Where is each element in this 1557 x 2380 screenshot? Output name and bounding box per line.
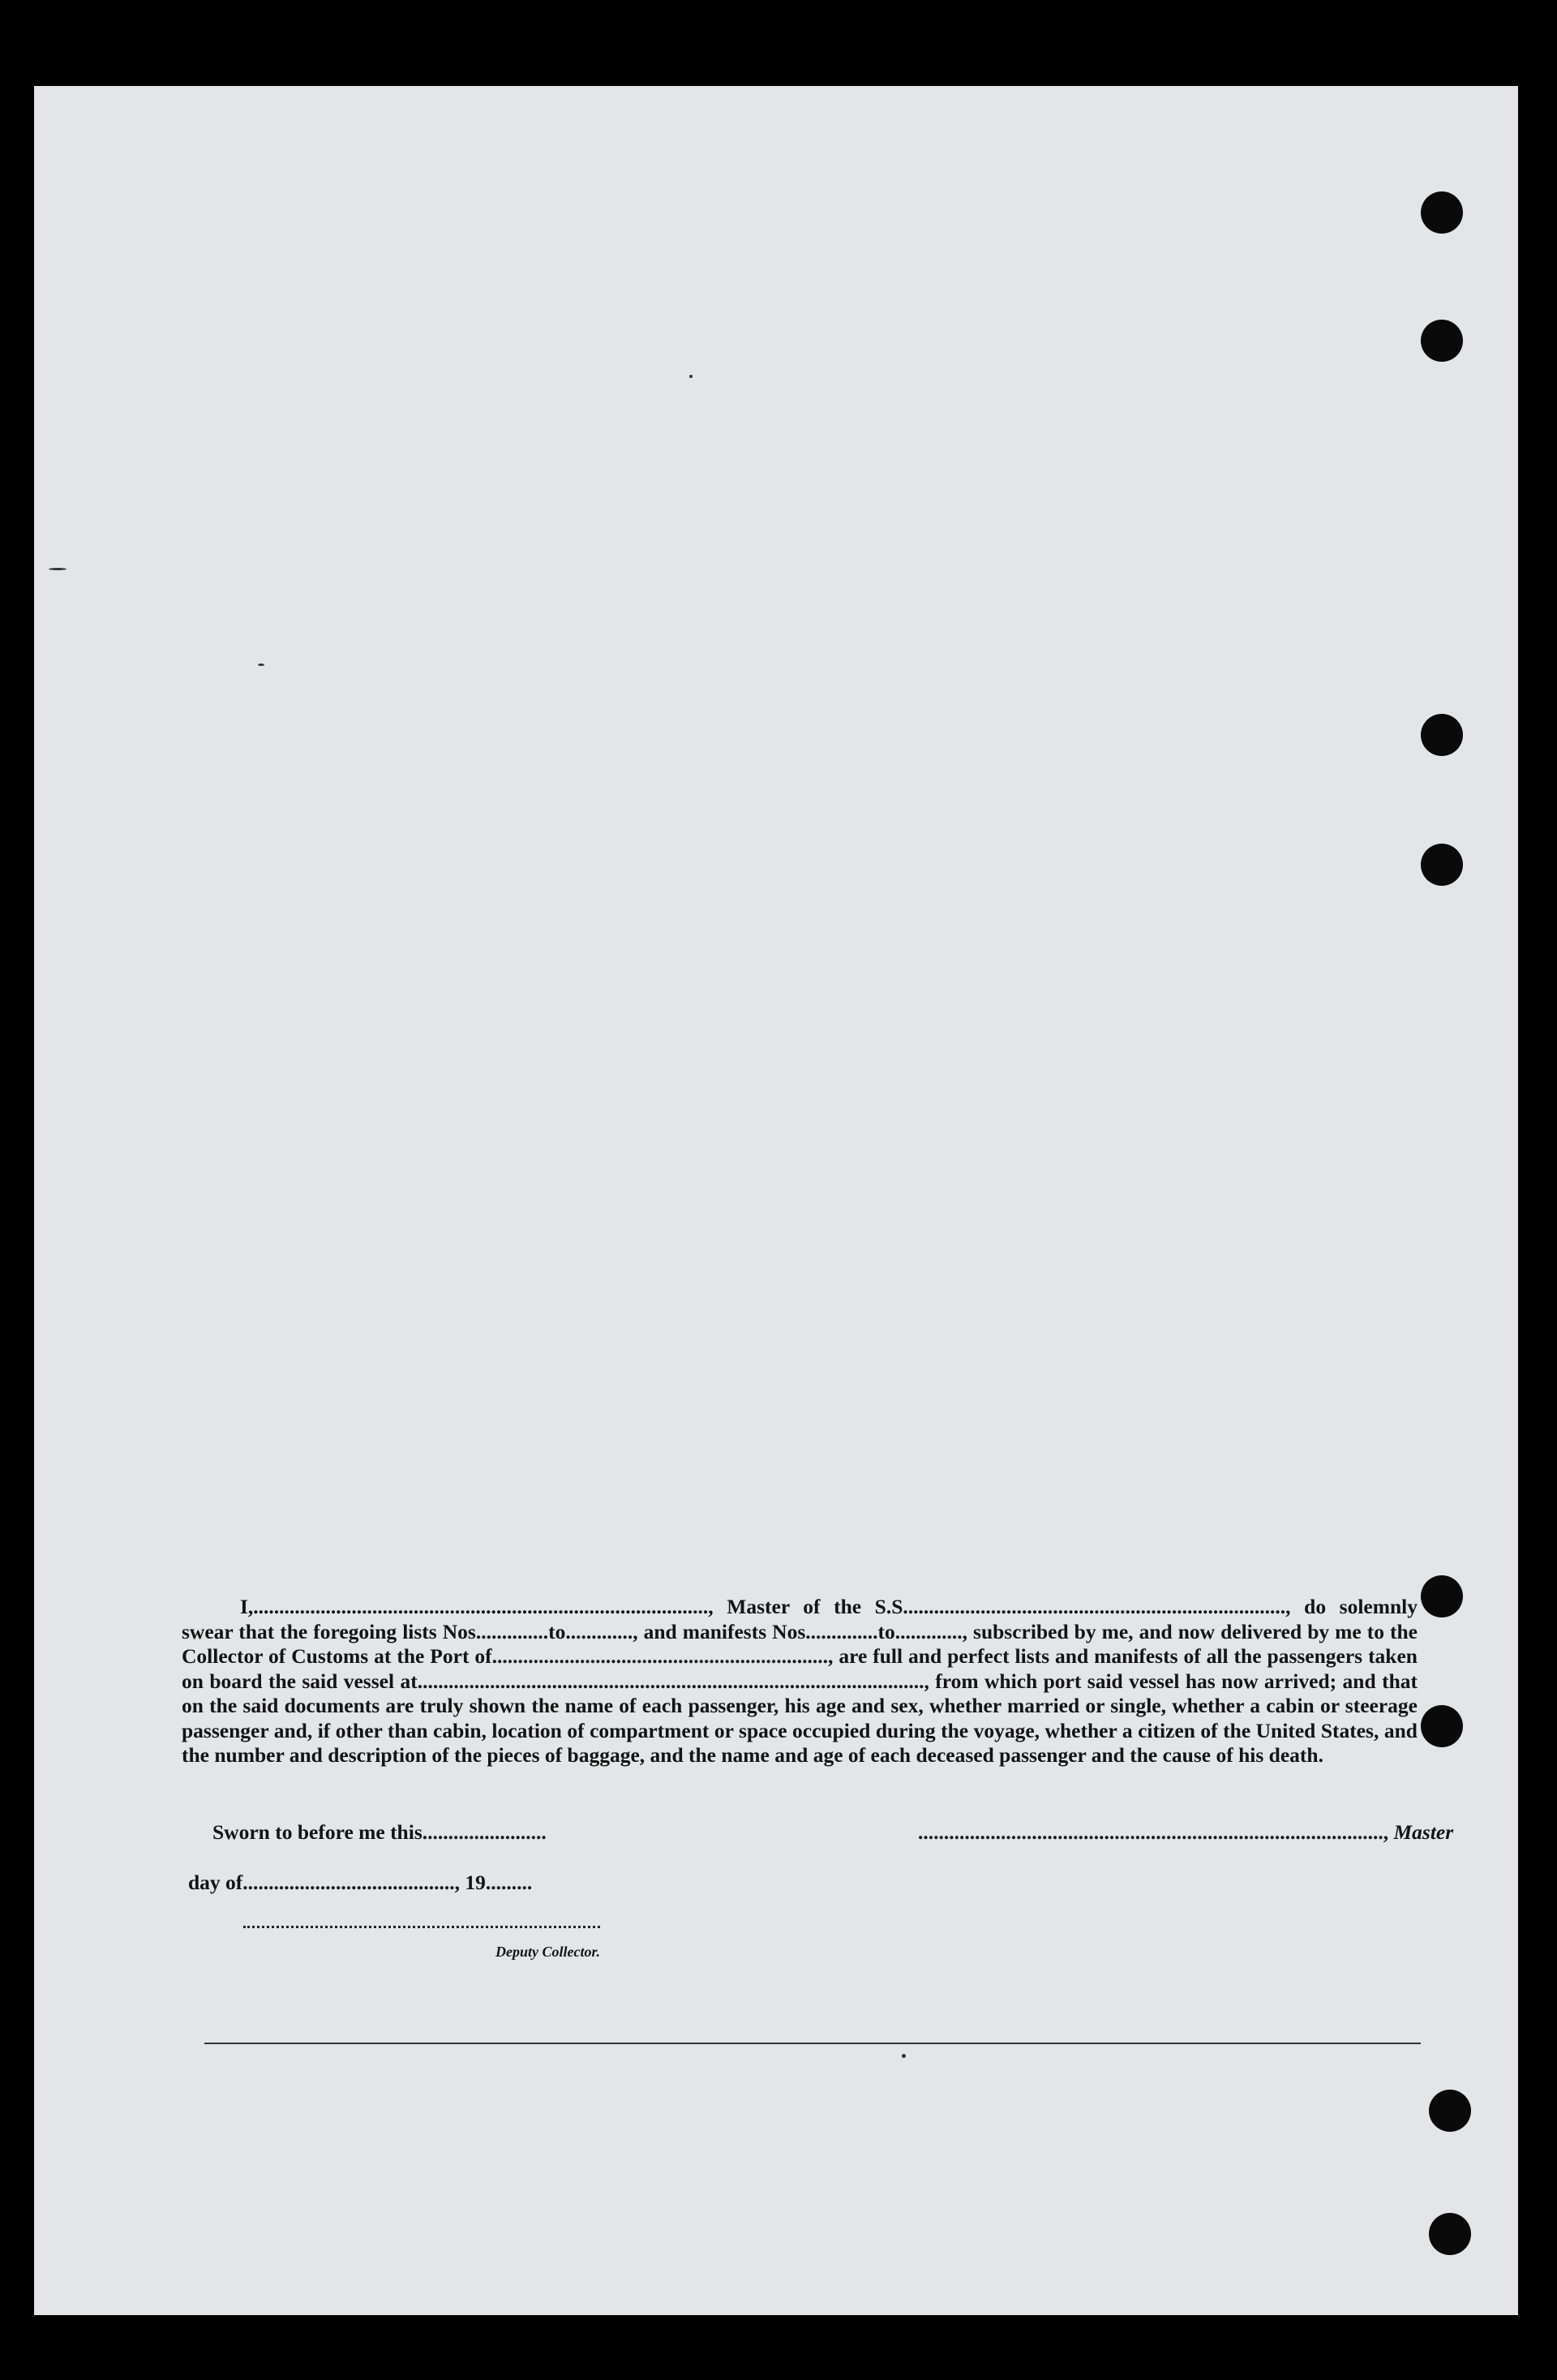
master-label: Master [1393, 1820, 1454, 1844]
master-signature-line [918, 1820, 1454, 1845]
scan-speck [689, 375, 693, 378]
master-dots: .........................................................................................., [918, 1820, 1389, 1844]
scan-speck [258, 664, 264, 666]
punch-hole [1421, 1705, 1463, 1747]
oath-paragraph [182, 1595, 1418, 1768]
deputy-collector-label: Deputy Collector. [495, 1944, 600, 1960]
punch-hole [1421, 844, 1463, 886]
punch-hole [1429, 2090, 1471, 2132]
scan-speck [49, 568, 66, 570]
horizontal-rule [204, 2043, 1421, 2044]
punch-hole [1421, 714, 1463, 756]
punch-hole [1429, 2213, 1471, 2255]
document-page [34, 86, 1518, 2315]
day-of-line: day of........................................., 19......... [188, 1871, 533, 1894]
scan-speck [902, 2054, 906, 2058]
sworn-line: Sworn to before me this........................ [212, 1820, 547, 1844]
punch-hole [1421, 1575, 1463, 1617]
punch-hole [1421, 191, 1463, 234]
deputy-signature-line [243, 1926, 600, 1928]
oath-text: I,........................................................................................, Master of the S.S.........................................................................., do solemnly swear that the foregoing lists Nos..............to............., and manifests Nos..............to............., subscribed by me, and now delivered by me to the Collector of Customs at the Port of................................................................., are full and perfect lists and manifests of all the passengers taken on board the said vessel at.................................................................................................., from which port said vessel has now arrived; and that on the said documents are truly shown the name of each passenger, his age and sex, whether married or single, whether a cabin or steerage passenger and, if other than cabin, location of compartment or space occupied during the voyage, whether a citizen of the United States, and the number and description of the pieces of baggage, and the name and age of each deceased passenger and the cause of his death. [182, 1595, 1418, 1767]
punch-hole [1421, 320, 1463, 362]
